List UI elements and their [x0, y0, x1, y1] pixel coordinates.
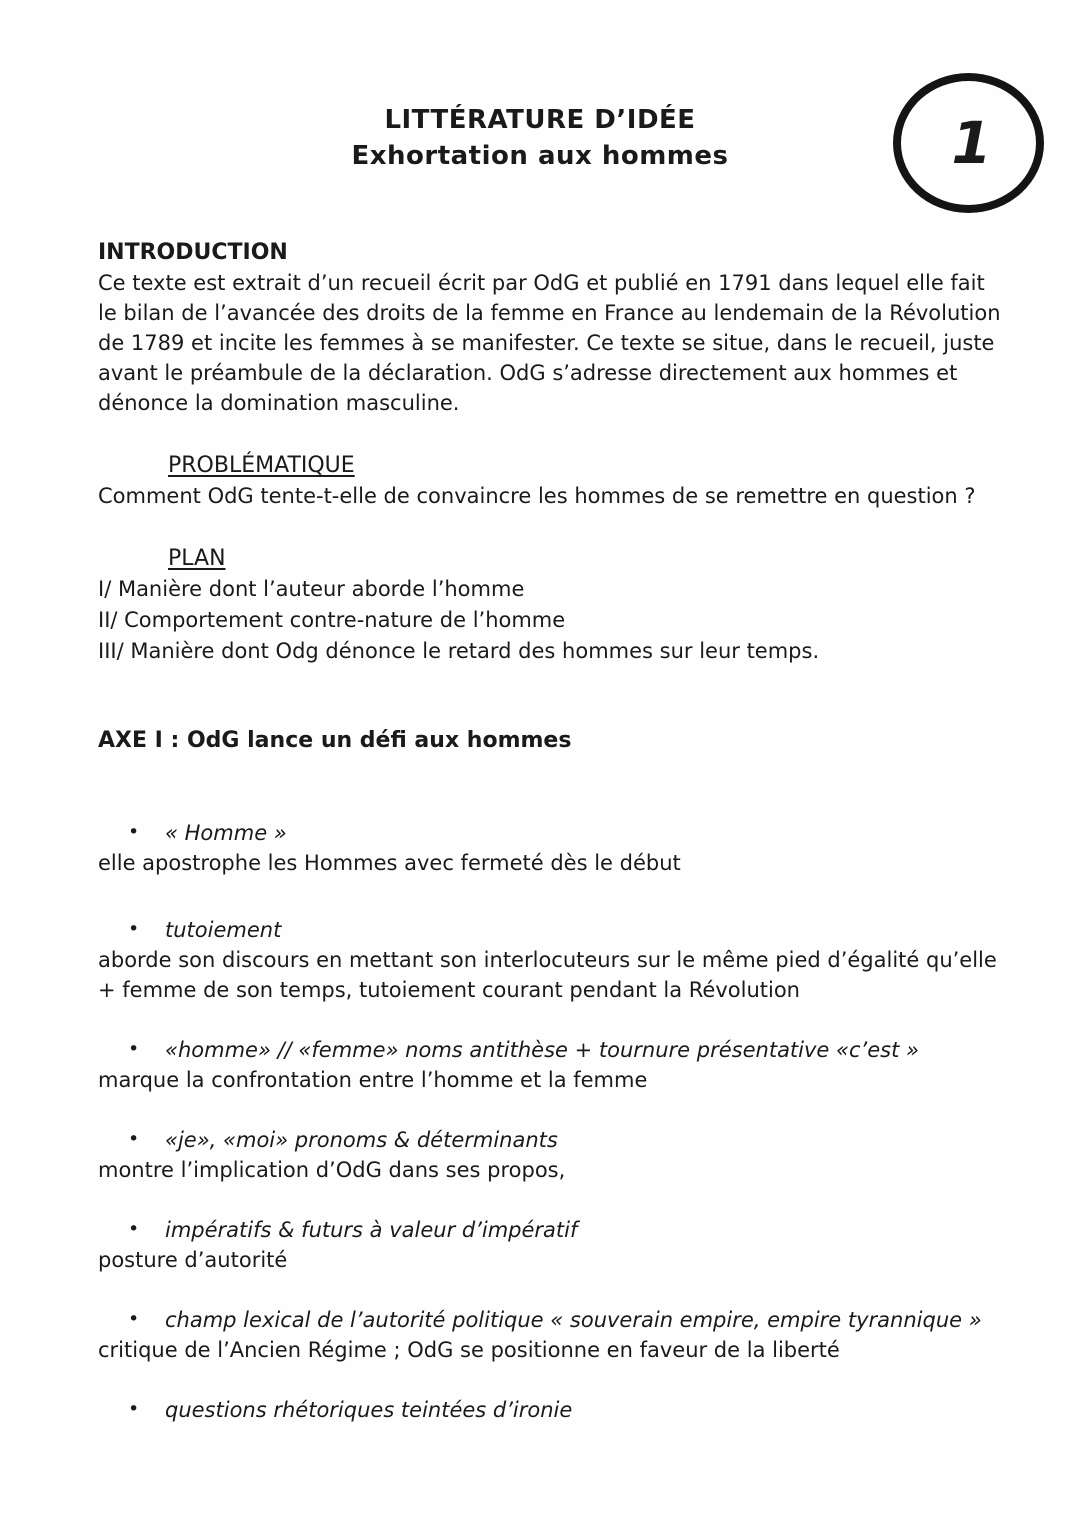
bullet-term: «je», «moi» pronoms & déterminants [165, 1128, 558, 1152]
bullet-explanation: posture d’autorité [98, 1248, 288, 1272]
introduction-line: de 1789 et incite les femmes à se manifester. Ce texte se situe, dans le recueil, juste [98, 331, 995, 355]
bullet-explanation: elle apostrophe les Hommes avec fermeté dès le début [98, 851, 681, 875]
bullet-explanation: marque la confrontation entre l’homme et la femme [98, 1068, 648, 1092]
axe1-section-heading [98, 726, 1080, 756]
problematique-heading: PROBLÉMATIQUE [168, 453, 355, 478]
bullet-dot-icon: • [128, 821, 140, 843]
bullet-term: champ lexical de l’autorité politique « souverain empire, empire tyrannique » [165, 1308, 982, 1332]
bullet-term-row [98, 1395, 1080, 1425]
introduction-line: Ce texte est extrait d’un recueil écrit par OdG et publié en 1791 dans lequel elle fait [98, 271, 985, 295]
bullet-explanation: critique de l’Ancien Régime ; OdG se positionne en faveur de la liberté [98, 1338, 840, 1362]
bullet-term: questions rhétoriques teintées d’ironie [165, 1398, 573, 1422]
bullet-dot-icon: • [128, 918, 140, 940]
plan-item: I/ Manière dont l’auteur aborde l’homme [98, 577, 525, 601]
introduction-section [98, 238, 1080, 418]
bullet-term-row [98, 1305, 1080, 1335]
bullet-dot-icon: • [128, 1218, 140, 1240]
bullet-item [98, 1395, 1080, 1425]
bullet-item [98, 818, 1080, 878]
plan-heading: PLAN [168, 546, 226, 571]
plan-item: II/ Comportement contre-nature de l’homme [98, 608, 566, 632]
bullet-dot-icon: • [128, 1128, 140, 1150]
bullet-item [98, 1215, 1080, 1275]
problematique-text: Comment OdG tente-t-elle de convaincre les hommes de se remettre en question ? [98, 484, 976, 508]
bullet-term-row [98, 1035, 1080, 1065]
bullet-term: «homme» // «femme» noms antithèse + tournure présentative «c’est » [165, 1038, 919, 1062]
bullet-term-row [98, 818, 1080, 848]
bullet-explanation: aborde son discours en mettant son interlocuteurs sur le même pied d’égalité qu’elle [98, 948, 997, 972]
plan-section [98, 543, 1080, 667]
page-number: 1 [951, 109, 992, 177]
bullet-item [98, 1125, 1080, 1185]
introduction-heading: INTRODUCTION [98, 240, 288, 265]
document-title: LITTÉRATURE D’IDÉE [384, 105, 696, 135]
bullet-item [98, 1305, 1080, 1365]
axe1-heading: AXE I : OdG lance un défi aux hommes [98, 728, 572, 753]
document-subtitle: Exhortation aux hommes [351, 141, 729, 171]
bullet-term: « Homme » [165, 821, 287, 845]
bullet-term-row [98, 915, 1080, 945]
bullet-item [98, 1035, 1080, 1095]
bullet-dot-icon: • [128, 1308, 140, 1330]
bullet-dot-icon: • [128, 1398, 140, 1420]
page-number-badge [893, 73, 1044, 213]
bullet-term-row [98, 1125, 1080, 1155]
problematique-section [98, 450, 1080, 511]
bullet-term: tutoiement [165, 918, 282, 942]
bullet-explanation: + femme de son temps, tutoiement courant pendant la Révolution [98, 978, 800, 1002]
bullet-term-row [98, 1215, 1080, 1245]
bullet-dot-icon: • [128, 1038, 140, 1060]
introduction-line: dénonce la domination masculine. [98, 391, 460, 415]
bullet-item [98, 915, 1080, 1005]
bullet-explanation: montre l’implication d’OdG dans ses propos, [98, 1158, 566, 1182]
bullet-term: impératifs & futurs à valeur d’impératif [165, 1218, 578, 1242]
introduction-line: le bilan de l’avancée des droits de la femme en France au lendemain de la Révolution [98, 301, 1001, 325]
introduction-line: avant le préambule de la déclaration. OdG s’adresse directement aux hommes et [98, 361, 958, 385]
plan-item: III/ Manière dont Odg dénonce le retard des hommes sur leur temps. [98, 639, 820, 663]
